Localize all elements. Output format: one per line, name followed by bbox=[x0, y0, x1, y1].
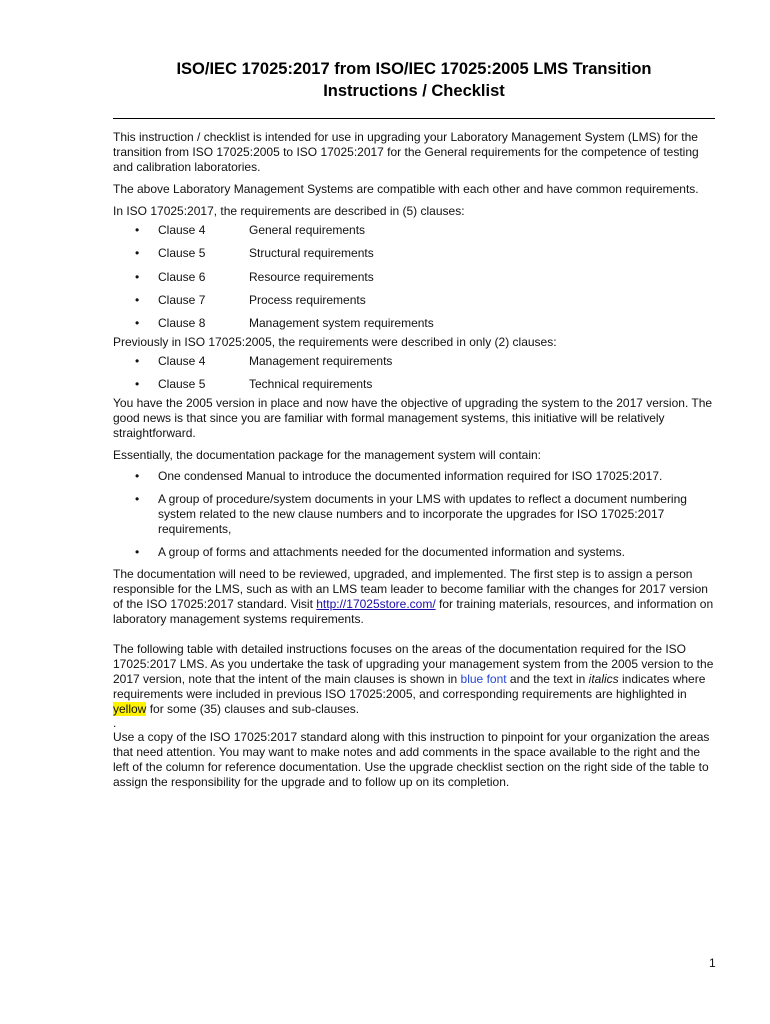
list-item: • Clause 5 Structural requirements bbox=[135, 246, 374, 261]
yellow-highlight-sample: yellow bbox=[113, 702, 147, 717]
title-divider bbox=[113, 118, 715, 119]
bullet-icon: • bbox=[135, 246, 140, 261]
review-paragraph: The documentation will need to be reviewed, upgraded, and implemented. The first step is to assign a person responsible for the LMS, such as with an LMS team leader to become familiar with the changes for 2017 version of the ISO 17025:2017 standard. Visit http://17025store.com/ for training materials, resources, and information on laboratory management systems requirements. bbox=[113, 567, 714, 627]
clauses-2005-list bbox=[113, 354, 715, 396]
title-line-2: Instructions / Checklist bbox=[323, 82, 505, 100]
list-item: • Clause 4 General requirements bbox=[135, 223, 366, 237]
title-line-1: ISO/IEC 17025:2017 from ISO/IEC 17025:2005 LMS Transition bbox=[176, 60, 652, 78]
italics-sample: italics bbox=[588, 672, 619, 687]
documentation-package-list bbox=[113, 469, 715, 560]
bullet-icon: • bbox=[135, 377, 140, 392]
list-item: • Clause 5 Technical requirements bbox=[135, 377, 373, 392]
list-item: • Clause 6 Resource requirements bbox=[135, 269, 374, 284]
table-instructions-paragraph: The following table with detailed instructions focuses on the areas of the documentation required for the ISO 17025:2017 LMS. As you undertake the task of upgrading your management system from the 2005 version to the 2017 version, note that the intent of the main clauses is shown in blue font and the text in italics indicates where requirements were included in previous ISO 17025:2005, and corresponding requirements are highlighted in yellow for some (35) clauses and sub-clauses. bbox=[113, 642, 714, 717]
compatibility-paragraph: The above Laboratory Management Systems are compatible with each other and have common requirements. bbox=[113, 182, 699, 196]
clauses-2017-list bbox=[113, 223, 715, 335]
stray-dot: . bbox=[113, 716, 117, 731]
clauses-2017-intro: In ISO 17025:2017, the requirements are described in (5) clauses: bbox=[113, 204, 465, 218]
usage-paragraph: Use a copy of the ISO 17025:2017 standard along with this instruction to pinpoint for your organization the areas that need attention. You may want to make notes and add comments in the space available to the right and the left of the column for reference documentation. Use the upgrade checklist section on the right side of the table to assign the responsibility for the upgrade and to follow up on its completion. bbox=[113, 730, 710, 790]
document-page bbox=[113, 58, 715, 797]
bullet-icon: • bbox=[135, 492, 140, 507]
bullet-icon: • bbox=[135, 469, 140, 484]
documentation-package-intro: Essentially, the documentation package for the management system will contain: bbox=[113, 448, 542, 463]
bullet-icon: • bbox=[135, 316, 140, 331]
store-link[interactable]: http://17025store.com/ bbox=[316, 597, 436, 612]
bullet-icon: • bbox=[135, 545, 140, 560]
list-item: • Clause 8 Management system requirements bbox=[135, 316, 434, 331]
spacer bbox=[113, 634, 715, 642]
document-title bbox=[113, 58, 715, 102]
list-item: • A group of forms and attachments needed for the documented information and systems. bbox=[135, 545, 625, 560]
list-item: • A group of procedure/system documents in your LMS with updates to reflect a document numbering system related to the new clause numbers and to incorporate the upgrades for ISO 17025:2017 requirements, bbox=[135, 492, 687, 537]
bullet-icon: • bbox=[135, 292, 140, 307]
bullet-icon: • bbox=[135, 269, 140, 284]
list-item: • One condensed Manual to introduce the documented information required for ISO 17025:2017. bbox=[135, 469, 663, 484]
upgrade-objective-paragraph: You have the 2005 version in place and now have the objective of upgrading the system to the 2017 version. The good news is that since you are familiar with formal management systems, this initiative will be relatively straightforward. bbox=[113, 396, 713, 441]
intro-paragraph: This instruction / checklist is intended for use in upgrading your Laboratory Management System (LMS) for the transition from ISO 17025:2005 to ISO 17025:2017 for the General requirements for the competence of testing and calibration laboratories. bbox=[113, 130, 699, 174]
bullet-icon: • bbox=[135, 354, 140, 369]
list-item: • Clause 7 Process requirements bbox=[135, 292, 366, 307]
clauses-2005-intro: Previously in ISO 17025:2005, the requirements were described in only (2) clauses: bbox=[113, 335, 557, 350]
list-item: • Clause 4 Management requirements bbox=[135, 354, 393, 369]
blue-font-sample: blue font bbox=[460, 672, 507, 687]
page-number: 1 bbox=[709, 956, 716, 970]
bullet-icon: • bbox=[135, 223, 140, 237]
